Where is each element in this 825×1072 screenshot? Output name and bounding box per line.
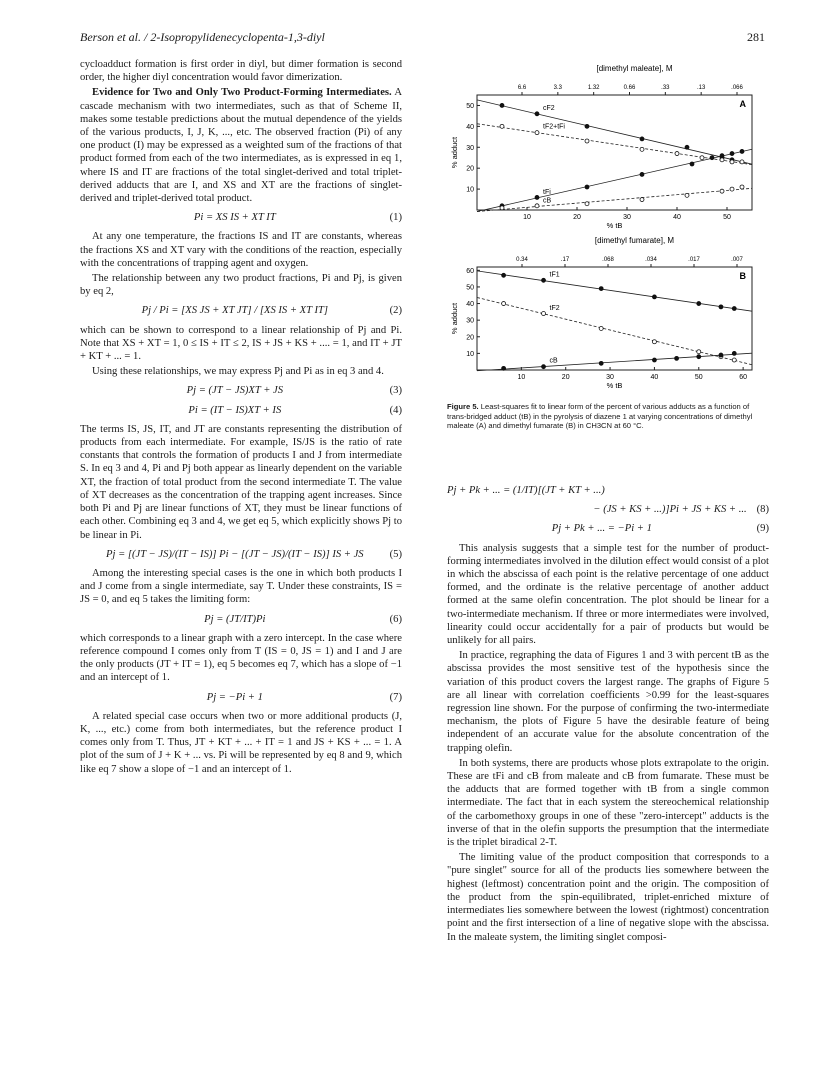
equation-number: (4) [389,404,402,416]
x-tick-label: 20 [561,374,570,381]
data-point [640,172,644,176]
fit-line [477,100,752,164]
data-point [599,361,603,365]
page-number: 281 [747,30,765,44]
y-tick-label: 20 [466,165,474,173]
fit-line [477,297,752,364]
left-column [80,58,402,778]
data-point [502,366,506,370]
equation-6 [80,613,402,626]
top-axis-label: [dimethyl maleate], M [596,64,673,73]
chart-panel-a [447,50,767,230]
top-tick-label: 3.3 [553,85,563,91]
equation-text: Pj = −Pi + 1 [206,691,263,703]
fit-line [477,188,752,211]
y-tick-label: 30 [466,144,474,152]
data-point [500,124,504,128]
data-point [675,152,679,156]
data-point [500,103,504,107]
y-tick-label: 50 [466,284,474,292]
equation-number: (6) [389,613,402,625]
data-point [542,365,546,369]
running-title: Berson et al. / 2-Isopropylidenecyclopenta-1,3-diyl [80,30,325,44]
equation-text: Pi = (IT − IS)XT + IS [188,404,282,416]
data-point [685,145,689,149]
equation-9 [447,522,769,535]
y-tick-label: 10 [466,350,474,358]
data-point [732,307,736,311]
data-point [719,305,723,309]
running-header [80,30,765,46]
figure-5 [447,50,777,431]
caption-label: Figure 5. [447,402,479,411]
x-tick-label: 50 [723,214,731,221]
paragraph: Among the interesting special cases is the one in which both products I and J come from a single intermediate, say T. Under these constraints, IS = JS = 0, and eq 5 takes the limiting form: [80,567,402,606]
equation-5 [80,548,402,561]
x-tick-label: 40 [650,374,659,381]
equation-text: Pj + Pk + ... = −Pi + 1 [551,523,652,535]
equation-text: Pj / Pi = [XS JS + XT JT] / [XS IS + XT IT] [141,305,329,317]
data-point [585,124,589,128]
paragraph: which corresponds to a linear graph with a zero intercept. In the case where reference compound I comes only from T (IS = 0, JS = 1) and I and J are the only products (JT + IT = 1), eq 5 becomes eq 7, which has a slope of −1 and an intercept of 1. [80,632,402,684]
paragraph: In practice, regraphing the data of Figures 1 and 3 with percent tB as the abscissa provides the most sensitive test of the hypothesis since the variation of this product covers the largest range. The graphs of Figure 5 are all linear with correlation coefficients >0.99 for the least-squares regression line shown. For the purpose of confirming the two-intermediate mechanism, the plots of Figure 5 have the desirable feature of being independent of an accurate value for the absolute concentration of the trapping olefin. [447,650,769,754]
equation-number: (8) [756,504,769,516]
data-point [500,206,504,210]
chart-panel-b [447,235,767,395]
x-axis-label: % tB [606,381,623,390]
fit-line [477,353,752,371]
data-point [640,147,644,151]
equation-8a [447,484,769,497]
paragraph: In both systems, there are products whose plots extrapolate to the origin. These are tFi and cB from maleate and cB from fumarate. These must be the adducts that are formed together with tB from a single common intermediate. The fact that in each system the stereochemical relationship of the carbomethoxy groups in one of these "zero-intercept" adducts is the inverse of that in the olefin supports the presumption that the intermediate is the triplet biradical 2-T. [447,757,769,849]
data-point [732,351,736,355]
paragraph: The relationship between any two product fractions, Pi and Pj, is given by eq 2, [80,273,402,298]
equation-2 [80,304,402,317]
x-tick-label: 10 [517,374,526,381]
equation-3 [80,384,402,397]
equation-text: Pj = (JT − JS)XT + JS [186,385,284,397]
paragraph: The terms IS, JS, IT, and JT are constants representing the distribution of products from each intermediate. For example, IS/JS is the ratio of rate constants that controls the formation of products I and J from intermediate S. In eq 3 and 4, Pi and Pj both appear as linearly dependent on the variable XT, the fraction of total product from the second intermediate T. The value of XT decreases as the concentration of the trapping agent increases. Since both Pi and Pj are linear functions of XT, they must be linear functions of each other. Combining eq 3 and 4, we get eq 5, which explicitly shows Pj to be linear in Pi. [80,423,402,541]
top-tick-label: .066 [731,85,743,91]
data-point [730,187,734,191]
equation-text: Pj + Pk + ... = (1/IT)[(JT + KT + ...) [447,485,605,496]
data-point [652,295,656,299]
data-point [652,358,656,362]
equation-text: Pi = XS IS + XT IT [193,212,276,224]
data-point [719,353,723,357]
data-point [652,340,656,344]
data-point [535,204,539,208]
data-point [720,154,724,158]
top-tick-label: .13 [696,85,706,91]
equation-7 [80,691,402,704]
paragraph-text: A cascade mechanism with two intermediates, such as that of Scheme II, makes some testable predictions about the mutual dependence of the yields of the various products, I, J, K, ..., etc. The observed fraction (Pi) of any one product (I) may be expressed as a weighted sum of the fractions of that product formed from each of the two intermediates, as is expressed in eq 1, where IS and IT are fractions of the total singlet-derived and total triplet-derived adducts that are I, and XS and XT are the fractions of singlet-derived and triplet-derived total product. [80,87,402,205]
panel-letter: B [739,271,746,281]
y-tick-label: 60 [466,267,474,275]
paragraph: A related special case occurs when two or more additional products (J, K, ..., etc.) come from both intermediates, but the reference product I comes only from T. Thus, JT + KT + ... + IT = 1 and JS + KS + ... = 1. A plot of the sum of J + K + ... vs. Pi will be represented by eq 8 and 9, which like eq 7 show a slope of −1 and an intercept of 1. [80,710,402,775]
paragraph [80,86,402,205]
data-point [542,278,546,282]
x-tick-label: 30 [623,214,631,221]
y-tick-label: 40 [466,123,474,131]
y-tick-label: 50 [466,102,474,110]
data-point [675,356,679,360]
data-point [502,302,506,306]
y-axis-label: % adduct [450,302,459,335]
y-tick-label: 10 [466,186,474,194]
caption-text: Least-squares fit to linear form of the percent of various adducts as a function of trans-bridged adduct (tB) in the pyrolysis of diazene 1 at varying concentrations of dimethyl maleate (A) and dimethyl fumarate (B) in CH3CN at 60 °C. [447,402,753,430]
data-point [740,149,744,153]
series-label: tF1 [549,271,560,279]
fit-line [477,271,752,311]
data-point [730,160,734,164]
equation-number: (3) [389,385,402,397]
equation-text: Pj = [(JT − JS)/(IT − IS)] Pi − [(JT − JS)/(IT − IS)] IS + JS [106,548,364,560]
series-label: cB [543,197,552,205]
data-point [690,162,694,166]
data-point [535,131,539,135]
top-tick-label: .17 [560,257,570,263]
data-point [720,158,724,162]
paragraph: At any one temperature, the fractions IS and IT are constants, whereas the fractions XS and XT vary with the conditions of the reaction, especially with the concentrations of trapping agent and oxygen. [80,231,402,269]
top-tick-label: .034 [645,257,657,263]
top-tick-label: .068 [602,257,614,263]
data-point [730,152,734,156]
top-tick-label: 0.66 [623,85,636,91]
y-tick-label: 40 [466,301,474,309]
panel-a [447,50,777,235]
data-point [710,156,714,160]
top-tick-label: .007 [731,257,743,263]
y-tick-label: 20 [466,334,474,342]
data-point [740,185,744,189]
equation-number: (7) [389,691,402,703]
top-axis-label: [dimethyl fumarate], M [594,236,675,245]
panel-b [447,235,777,400]
data-point [599,287,603,291]
data-point [685,193,689,197]
data-point [542,312,546,316]
plot-frame [477,95,752,210]
equation-text: Pj = (JT/IT)Pi [204,613,266,625]
equation-number: (9) [756,523,769,535]
data-point [585,139,589,143]
paragraph: This analysis suggests that a simple test for the number of product-forming intermediates involved in the dilution effect would consist of a plot in which the abscissa of each point is the relative percentage of one adduct formed, and the ordinate is the relative percentage of another adduct formed at the same olefin concentration. The plot should be linear for a two-intermediate mechanism. If three or more intermediates were involved, linearity could occur accidentally for a pair of products but would be unlikely for all pairs. [447,542,769,647]
top-tick-label: 0.34 [516,257,528,263]
x-tick-label: 50 [694,374,703,381]
equation-1 [80,211,402,224]
data-point [535,195,539,199]
figure-caption [447,402,769,431]
series-label: cF2 [543,104,555,112]
data-point [640,198,644,202]
data-point [720,189,724,193]
panel-letter: A [739,99,746,109]
data-point [740,160,744,164]
data-point [599,326,603,330]
x-tick-label: 30 [606,374,614,381]
equation-number: (5) [389,548,402,560]
data-point [585,202,589,206]
paragraph: The limiting value of the product composition that corresponds to a "pure singlet" source for all of the products lies somewhere between the highest (leftmost) concentration point and the origin. The composition of the product from the spin-equilibrated, triplet-enriched mixture of intermediates lies somewhere between the lowest (rightmost) concentration point and the first intersection of a line of negative slope with the abscissa. In the maleate system, the limiting singlet composi- [447,852,769,943]
data-point [535,112,539,116]
top-tick-label: 1.32 [587,85,600,91]
top-tick-label: 6.6 [517,85,527,91]
x-tick-label: 60 [739,374,748,381]
x-axis-label: % tB [606,221,623,230]
x-tick-label: 20 [573,214,581,221]
data-point [640,137,644,141]
data-point [585,185,589,189]
equation-4 [80,404,402,417]
x-tick-label: 10 [523,214,531,221]
equation-number: (1) [389,212,402,224]
data-point [697,355,701,359]
section-heading: Evidence for Two and Only Two Product-Forming Intermediates. [92,87,392,99]
equation-8b [447,503,769,516]
y-axis-label: % adduct [450,136,459,169]
data-point [700,156,704,160]
data-point [697,350,701,354]
equation-number: (2) [389,305,402,317]
equation-text: − (JS + KS + ...)]Pi + JS + KS + ... [593,504,747,516]
data-point [732,358,736,362]
top-tick-label: .33 [661,85,670,91]
y-tick-label: 30 [466,317,474,325]
series-label: tFi [543,188,551,196]
data-point [502,273,506,277]
series-label: tF2+tFi [543,123,565,131]
series-label: cB [549,357,558,365]
data-point [697,302,701,306]
top-tick-label: .017 [688,257,700,263]
paragraph: cycloadduct formation is first order in diyl, but dimer formation is second order, the higher diyl concentration would favor dimerization. [80,59,402,84]
right-column [447,478,769,946]
paragraph: which can be shown to correspond to a linear relationship of Pj and Pi. Note that XS + XT = 1, 0 ≤ IS + IT ≤ 2, IS + JS + KS + .... = 1, and IT + JT + KT + ... = 1. [80,324,402,363]
x-tick-label: 40 [673,214,681,221]
paragraph: Using these relationships, we may express Pj and Pi as in eq 3 and 4. [92,366,384,378]
series-label: tF2 [549,304,560,312]
